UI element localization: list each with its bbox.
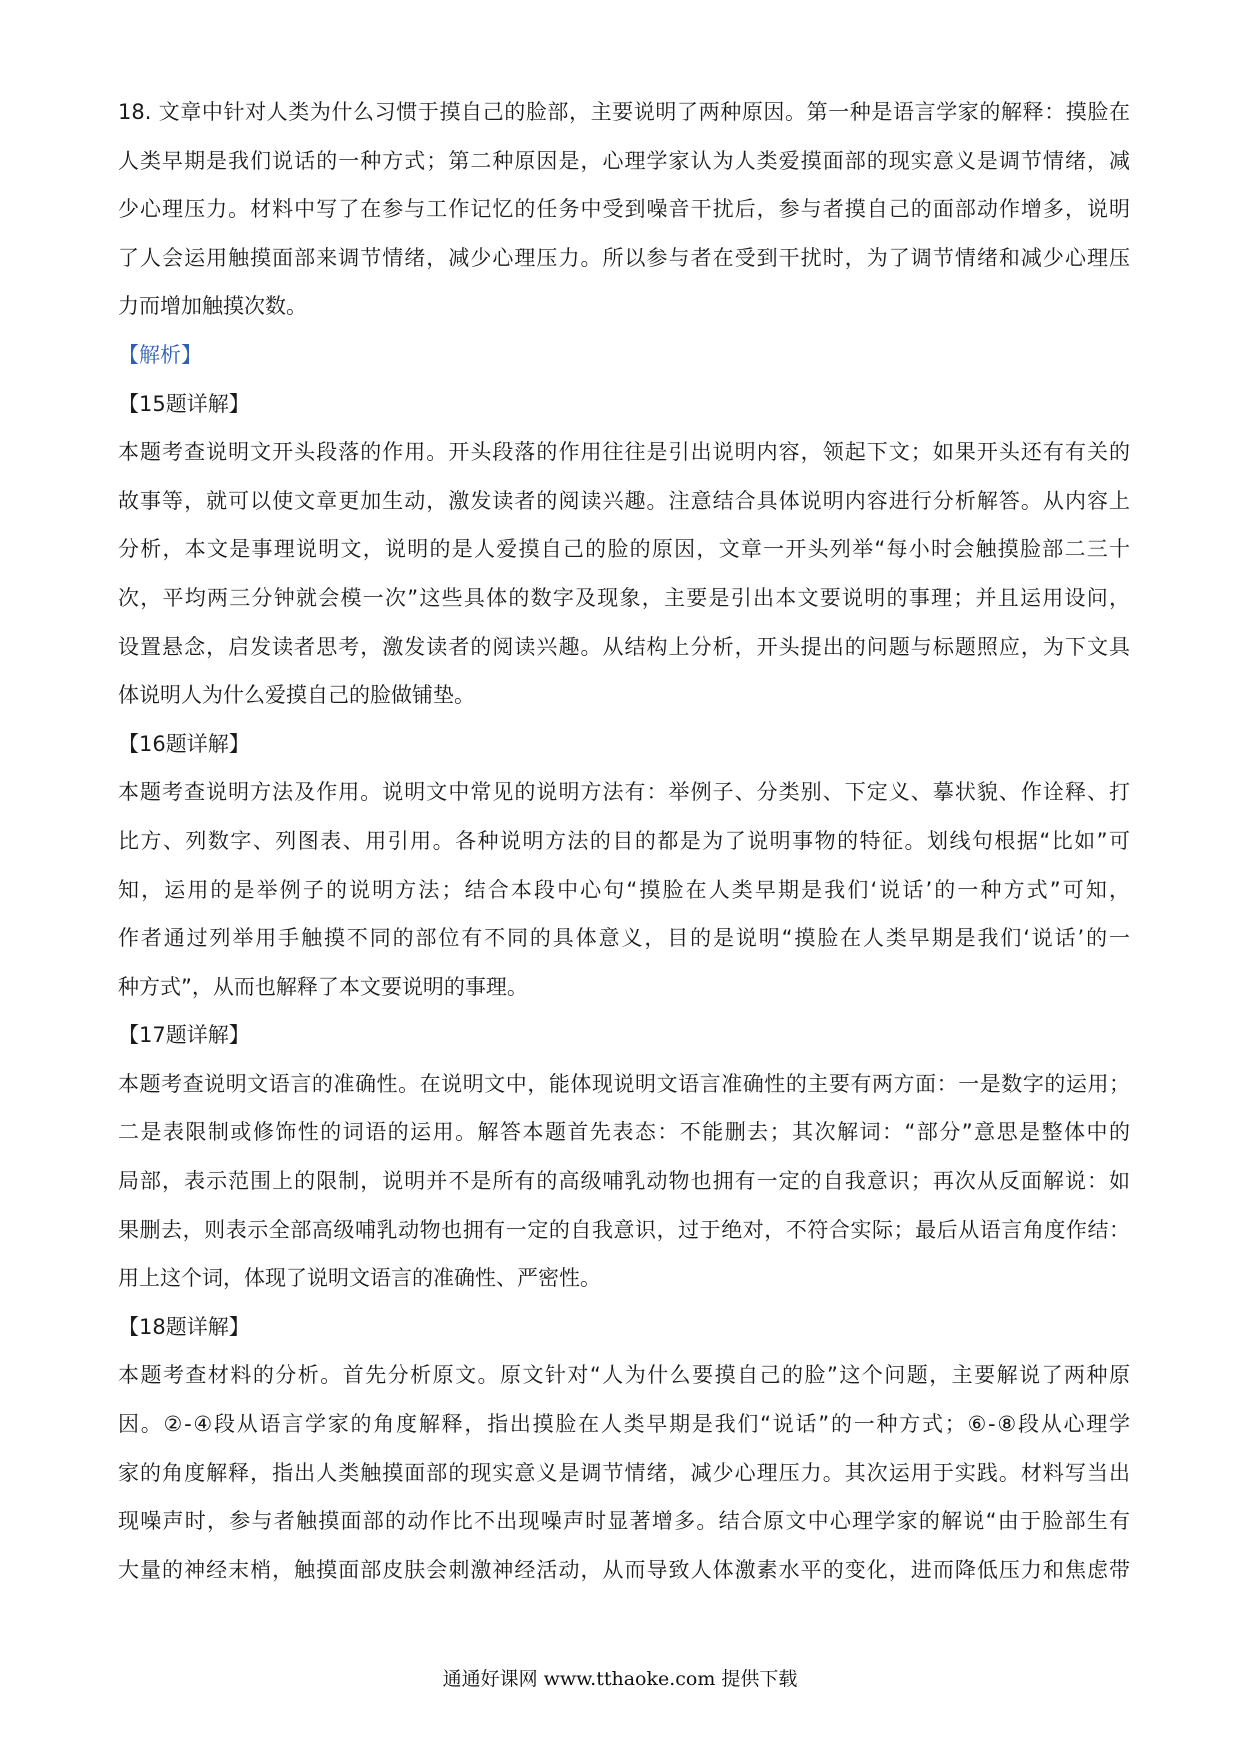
answer-18-line: 人类早期是我们说话的一种方式；第二种原因是，心理学家认为人类爱摸面部的现实意义是调节情绪，减 [118, 148, 1130, 173]
answer-18-line: 少心理压力。材料中写了在参与工作记忆的任务中受到噪音干扰后，参与者摸自己的面部动作增多，说明 [118, 197, 1130, 222]
q15-section [118, 380, 1130, 720]
q15-line: 次，平均两三分钟就会模一次”这些具体的数字及现象，主要是引出本文要说明的事理；并且运用设问， [118, 585, 1130, 610]
q15-heading: 【15题详解】 [118, 391, 250, 416]
q17-line: 果删去，则表示全部高级哺乳动物也拥有一定的自我意识，过于绝对，不符合实际；最后从语言角度作结： [118, 1217, 1130, 1242]
q17-line: 用上这个词，体现了说明文语言的准确性、严密性。 [118, 1266, 601, 1291]
q17-line: 二是表限制或修饰性的词语的运用。解答本题首先表态：不能删去；其次解词：“部分”意思是整体中的 [118, 1120, 1130, 1145]
q17-heading: 【17题详解】 [118, 1023, 250, 1048]
q15-line: 设置悬念，启发读者思考，激发读者的阅读兴趣。从结构上分析，开头提出的问题与标题照应，为下文具 [118, 634, 1130, 659]
page-footer: 通通好课网 www.tthaoke.com 提供下载 [442, 1668, 798, 1690]
q16-line: 种方式”，从而也解释了本文要说明的事理。 [118, 974, 528, 999]
q18-line: 本题考查材料的分析。首先分析原文。原文针对“人为什么要摸自己的脸”这个问题，主要解说了两种原 [118, 1363, 1130, 1388]
q15-line: 分析，本文是事理说明文，说明的是人爱摸自己的脸的原因，文章一开头列举“每小时会触摸脸部二三十 [118, 537, 1130, 562]
q15-line: 体说明人为什么爱摸自己的脸做铺垫。 [118, 683, 475, 708]
q18-line: 家的角度解释，指出人类触摸面部的现实意义是调节情绪，减少心理压力。其次运用于实践。材料写当出 [118, 1460, 1130, 1485]
q17-line: 本题考查说明文语言的准确性。在说明文中，能体现说明文语言准确性的主要有两方面：一是数字的运用； [118, 1071, 1130, 1096]
q16-line: 知，运用的是举例子的说明方法；结合本段中心句“摸脸在人类早期是我们‘说话’的一种方式”可知， [118, 877, 1130, 902]
answer-18-paragraph [118, 88, 1130, 331]
q18-line: 因。②-④段从语言学家的角度解释，指出摸脸在人类早期是我们“说话”的一种方式；⑥-⑧段从心理学 [118, 1412, 1130, 1437]
answer-18-line: 了人会运用触摸面部来调节情绪，减少心理压力。所以参与者在受到干扰时，为了调节情绪和减少心理压 [118, 245, 1130, 270]
page-content [118, 88, 1130, 1594]
q15-line: 本题考查说明文开头段落的作用。开头段落的作用往往是引出说明内容，领起下文；如果开头还有有关的 [118, 440, 1130, 465]
q16-line: 作者通过列举用手触摸不同的部位有不同的具体意义，目的是说明“摸脸在人类早期是我们‘说话’的一 [118, 926, 1130, 951]
q18-line: 大量的神经末梢，触摸面部皮肤会刺激神经活动，从而导致人体激素水平的变化，进而降低压力和焦虑带 [118, 1557, 1130, 1582]
q16-line: 比方、列数字、列图表、用引用。各种说明方法的目的都是为了说明事物的特征。划线句根据“比如”可 [118, 828, 1130, 853]
answer-18-line: 力而增加触摸次数。 [118, 294, 307, 319]
analysis-heading: 【解析】 [118, 342, 202, 367]
q17-line: 局部，表示范围上的限制，说明并不是所有的高级哺乳动物也拥有一定的自我意识；再次从反面解说：如 [118, 1169, 1130, 1194]
q16-section [118, 720, 1130, 1012]
q16-line: 本题考查说明方法及作用。说明文中常见的说明方法有：举例子、分类别、下定义、摹状貌、作诠释、打 [118, 780, 1130, 805]
answer-18-line: 18. 文章中针对人类为什么习惯于摸自己的脸部，主要说明了两种原因。第一种是语言学家的解释：摸脸在 [118, 100, 1130, 124]
q18-heading: 【18题详解】 [118, 1314, 250, 1339]
q18-line: 现噪声时，参与者触摸面部的动作比不出现噪声时显著增多。结合原文中心理学家的解说“由于脸部生有 [118, 1509, 1130, 1534]
q16-heading: 【16题详解】 [118, 731, 250, 756]
q18-section [118, 1303, 1130, 1595]
q17-section [118, 1011, 1130, 1303]
q15-line: 故事等，就可以使文章更加生动，激发读者的阅读兴趣。注意结合具体说明内容进行分析解答。从内容上 [118, 488, 1130, 513]
